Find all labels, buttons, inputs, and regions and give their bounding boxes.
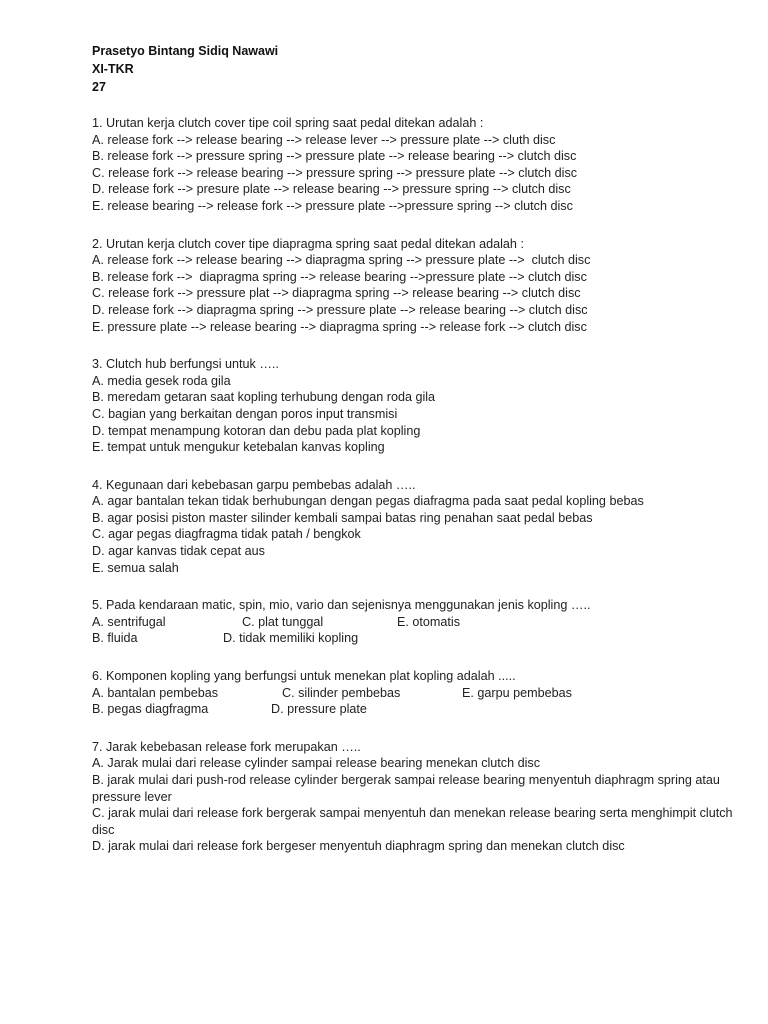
answer-option-row (92, 685, 752, 702)
answer-option: D. release fork --> diapragma spring --> pressure plate --> release bearing --> clutch disc (92, 302, 588, 317)
answer-option: D. jarak mulai dari release fork bergeser menyentuh diaphragm spring dan menekan clutch disc (92, 839, 625, 854)
question-list (92, 115, 752, 855)
question-stem: 3. Clutch hub berfungsi untuk ….. (92, 357, 279, 372)
answer-option: E. release bearing --> release fork --> pressure plate -->pressure spring --> clutch disc (92, 198, 573, 213)
answer-option: C. bagian yang berkaitan dengan poros input transmisi (92, 406, 398, 421)
answer-option: A. Jarak mulai dari release cylinder sampai release bearing menekan clutch disc (92, 756, 540, 771)
question-3 (92, 356, 752, 456)
question-5 (92, 597, 752, 647)
answer-option: C. release fork --> release bearing --> pressure spring --> pressure plate --> clutch disc (92, 165, 578, 180)
answer-option-row (92, 701, 752, 718)
question-7 (92, 739, 752, 855)
question-6 (92, 668, 752, 718)
answer-option: E. tempat untuk mengukur ketebalan kanvas kopling (92, 440, 385, 455)
document-page (92, 42, 752, 876)
answer-option: C. release fork --> pressure plat --> diapragma spring --> release bearing --> clutch disc (92, 286, 581, 301)
answer-option: A. media gesek roda gila (92, 373, 231, 388)
answer-option: C. silinder pembebas (282, 685, 401, 700)
answer-option: D. tempat menampung kotoran dan debu pada plat kopling (92, 423, 421, 438)
answer-option: C. jarak mulai dari release fork bergerak sampai menyentuh dan menekan release bearing serta menghimpit clutch disc (92, 806, 733, 837)
student-name: Prasetyo Bintang Sidiq Nawawi (92, 44, 279, 58)
answer-option: A. bantalan pembebas (92, 685, 219, 700)
answer-option: D. release fork --> presure plate --> release bearing --> pressure spring --> clutch disc (92, 182, 571, 197)
answer-option: B. jarak mulai dari push-rod release cylinder bergerak sampai release bearing menyentuh diaphragm spring atau pressure lever (92, 773, 720, 804)
question-stem: 5. Pada kendaraan matic, spin, mio, vario dan sejenisnya menggunakan jenis kopling ….. (92, 598, 591, 613)
answer-option: D. tidak memiliki kopling (223, 631, 359, 646)
answer-option: B. release fork --> diapragma spring --> release bearing -->pressure plate --> clutch disc (92, 269, 587, 284)
question-1 (92, 115, 752, 215)
answer-option: A. release fork --> release bearing --> release lever --> pressure plate --> cluth disc (92, 132, 556, 147)
student-header (92, 42, 752, 96)
question-stem: 4. Kegunaan dari kebebasan garpu pembebas adalah ….. (92, 477, 416, 492)
answer-option: E. pressure plate --> release bearing --> diapragma spring --> release fork --> clutch disc (92, 319, 587, 334)
answer-option: E. garpu pembebas (462, 685, 572, 700)
answer-option: C. agar pegas diagfragma tidak patah / bengkok (92, 527, 361, 542)
answer-option: C. plat tunggal (242, 614, 324, 629)
student-class: XI-TKR (92, 62, 134, 76)
answer-option: B. fluida (92, 631, 138, 646)
question-4 (92, 477, 752, 577)
student-number: 27 (92, 80, 106, 94)
question-stem: 7. Jarak kebebasan release fork merupakan ….. (92, 739, 361, 754)
answer-option: B. agar posisi piston master silinder kembali sampai batas ring penahan saat pedal bebas (92, 510, 593, 525)
answer-option: B. meredam getaran saat kopling terhubung dengan roda gila (92, 390, 436, 405)
answer-option: A. release fork --> release bearing --> diapragma spring --> pressure plate --> clutch disc (92, 253, 591, 268)
answer-option: A. sentrifugal (92, 614, 166, 629)
answer-option: E. otomatis (397, 614, 460, 629)
answer-option-row (92, 614, 752, 631)
answer-option: A. agar bantalan tekan tidak berhubungan dengan pegas diafragma pada saat pedal kopling bebas (92, 494, 644, 509)
answer-option: B. pegas diagfragma (92, 702, 209, 717)
question-stem: 1. Urutan kerja clutch cover tipe coil spring saat pedal ditekan adalah : (92, 116, 484, 130)
answer-option-row (92, 630, 752, 647)
answer-option: E. semua salah (92, 560, 179, 575)
question-stem: 6. Komponen kopling yang berfungsi untuk menekan plat kopling adalah ..... (92, 669, 516, 684)
answer-option: B. release fork --> pressure spring --> pressure plate --> release bearing --> clutch disc (92, 149, 577, 164)
question-2 (92, 236, 752, 336)
answer-option: D. pressure plate (271, 702, 367, 717)
question-stem: 2. Urutan kerja clutch cover tipe diapragma spring saat pedal ditekan adalah : (92, 236, 524, 251)
answer-option: D. agar kanvas tidak cepat aus (92, 544, 265, 559)
